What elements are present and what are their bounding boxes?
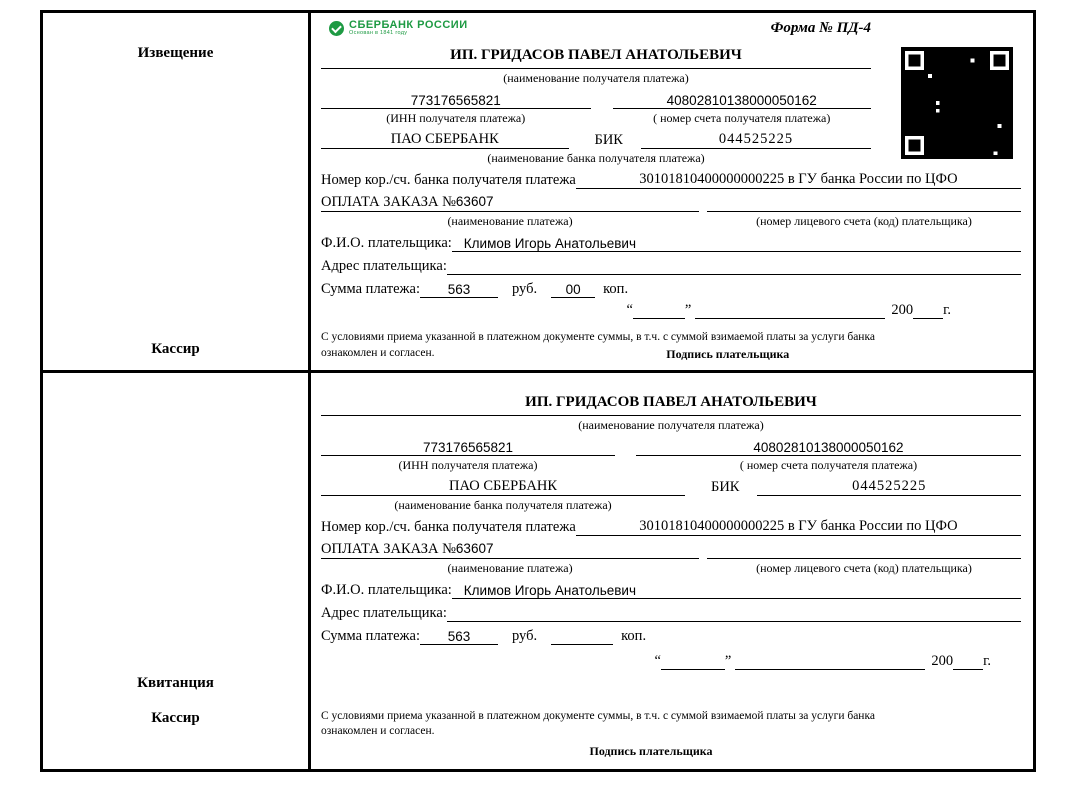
corr-account-label: Номер кор./сч. банка получателя платежа <box>321 172 576 188</box>
notice-stub-label: Извещение <box>137 45 214 61</box>
signature-label: Подпись плательщика <box>666 346 790 361</box>
receipt-stub-label: Квитанция <box>137 675 214 691</box>
payer-name-value: Климов Игорь Анатольевич <box>452 236 1021 252</box>
notice-form-body <box>311 13 1033 370</box>
account-caption: ( номер счета получателя платежа) <box>653 111 831 125</box>
date-month-line <box>695 318 885 319</box>
receipt-section <box>43 373 1033 769</box>
inn-value: 773176565821 <box>321 440 615 456</box>
recipient-caption: (наименование получателя платежа) <box>503 71 689 85</box>
bank-name-value: ПАО СБЕРБАНК <box>321 131 569 149</box>
account-value: 40802810138000050162 <box>613 93 872 109</box>
corr-account-value: 30101810400000000225 в ГУ банка России по ЦФО <box>576 171 1021 189</box>
bik-label: БИК <box>711 479 740 495</box>
form-number: Форма № ПД-4 <box>770 20 871 36</box>
bik-value: 044525225 <box>641 131 871 149</box>
payer-address-label: Адрес плательщика: <box>321 258 447 274</box>
date-day-line <box>633 318 685 319</box>
form-header <box>321 20 871 46</box>
inn-value: 773176565821 <box>321 93 591 109</box>
bank-caption: (наименование банка получателя платежа) <box>487 151 705 165</box>
bank-logo-text: СБЕРБАНК РОССИИ <box>349 19 468 31</box>
kop-label: коп. <box>621 628 647 644</box>
receipt-form-body <box>311 373 1033 769</box>
personal-account-line <box>707 211 1021 212</box>
sum-label: Сумма платежа: <box>321 628 420 644</box>
payer-name-label: Ф.И.О. плательщика: <box>321 235 452 251</box>
account-value: 40802810138000050162 <box>636 440 1021 456</box>
bank-caption: (наименование банка получателя платежа) <box>394 498 612 512</box>
corr-account-value: 30101810400000000225 в ГУ банка России по ЦФО <box>576 518 1021 536</box>
personal-account-caption: (номер лицевого счета (код) плательщика) <box>756 214 972 228</box>
payer-address-line <box>447 274 1021 275</box>
personal-account-caption: (номер лицевого счета (код) плательщика) <box>756 561 972 575</box>
bik-value: 044525225 <box>757 478 1021 496</box>
sum-rub-value: 563 <box>420 282 498 298</box>
payment-purpose-value: ОПЛАТА ЗАКАЗА №63607 <box>321 194 699 212</box>
inn-caption: (ИНН получателя платежа) <box>386 111 526 125</box>
date-line: “ ” 200 г. <box>626 302 951 318</box>
recipient-name: ИП. ГРИДАСОВ ПАВЕЛ АНАТОЛЬЕВИЧ <box>321 394 1021 416</box>
payer-address-label: Адрес плательщика: <box>321 605 447 621</box>
recipient-name: ИП. ГРИДАСОВ ПАВЕЛ АНАТОЛЬЕВИЧ <box>321 47 871 69</box>
account-caption: ( номер счета получателя платежа) <box>739 458 918 472</box>
bank-name-value: ПАО СБЕРБАНК <box>321 478 685 496</box>
notice-section <box>43 13 1033 373</box>
sum-kop-value: 00 <box>551 282 595 298</box>
corr-account-label: Номер кор./сч. банка получателя платежа <box>321 519 576 535</box>
terms-text: С условиями приема указанной в платежном документе суммы, в т.ч. с суммой взимаемой платы за услуги банка ознакомлен и согласен. Подпись плательщика <box>321 330 1021 362</box>
inn-caption: (ИНН получателя платежа) <box>398 458 538 472</box>
date-line: “ ” 200 г. <box>654 653 991 669</box>
sberbank-logo <box>329 20 468 37</box>
sum-label: Сумма платежа: <box>321 281 420 297</box>
personal-account-line <box>707 558 1021 559</box>
payment-caption: (наименование платежа) <box>447 214 573 228</box>
signature-label: Подпись плательщика <box>589 744 713 758</box>
date-year-line <box>953 669 983 670</box>
terms-text: С условиями приема указанной в платежном документе суммы, в т.ч. с суммой взимаемой платы за услуги банка ознакомлен и согласен. <box>321 709 875 738</box>
payer-address-line <box>447 621 1021 622</box>
kop-label: коп. <box>603 281 629 297</box>
payment-form-pd4 <box>40 10 1036 772</box>
rub-label: руб. <box>512 281 538 297</box>
bank-logo-subtext: Основан в 1841 году <box>349 30 408 36</box>
sum-kop-value <box>551 644 613 645</box>
receipt-stub <box>43 373 311 769</box>
qr-code <box>901 47 1013 159</box>
date-year-line <box>913 318 943 319</box>
sberbank-emblem-icon <box>329 21 344 36</box>
bik-label: БИК <box>594 132 623 148</box>
cashier-label: Кассир <box>151 341 200 357</box>
recipient-caption: (наименование получателя платежа) <box>578 418 764 432</box>
notice-stub <box>43 13 311 370</box>
cashier-label: Кассир <box>151 710 200 726</box>
date-day-line <box>661 669 725 670</box>
payment-purpose-value: ОПЛАТА ЗАКАЗА №63607 <box>321 541 699 559</box>
payer-name-value: Климов Игорь Анатольевич <box>452 583 1021 599</box>
payer-name-label: Ф.И.О. плательщика: <box>321 582 452 598</box>
sum-rub-value: 563 <box>420 629 498 645</box>
rub-label: руб. <box>512 628 538 644</box>
payment-caption: (наименование платежа) <box>447 561 573 575</box>
date-month-line <box>735 669 925 670</box>
